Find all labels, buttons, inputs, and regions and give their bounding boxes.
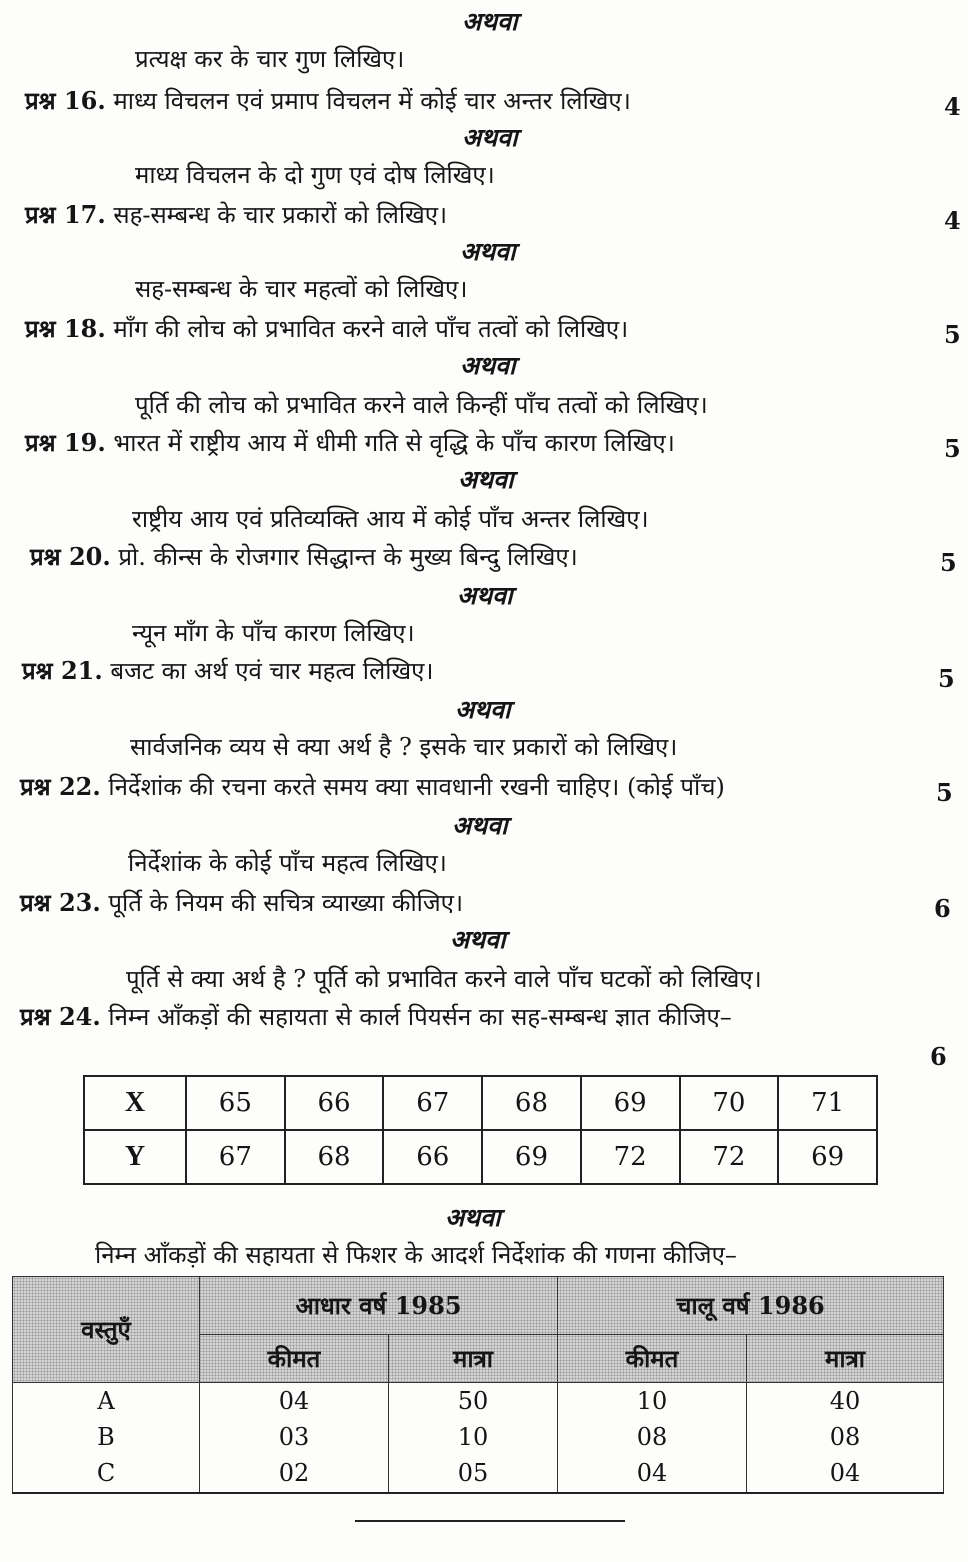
y-value: 67 bbox=[186, 1130, 285, 1184]
or-heading: अथवा bbox=[458, 465, 514, 494]
marks: 5 bbox=[940, 548, 957, 577]
alt-question-16: माध्य विचलन के दो गुण एवं दोष लिखिए। bbox=[135, 161, 495, 189]
question-label: प्रश्न 21. bbox=[22, 656, 103, 685]
marks: 5 bbox=[944, 434, 961, 463]
question-text: निम्न आँकड़ों की सहायता से कार्ल पियर्सन का सह-सम्बन्ध ज्ञात कीजिए– bbox=[108, 1003, 732, 1031]
question-21 bbox=[22, 654, 433, 687]
current-quantity: 08 bbox=[747, 1419, 944, 1455]
current-quantity: 40 bbox=[747, 1383, 944, 1419]
y-value: 69 bbox=[778, 1130, 877, 1184]
question-16 bbox=[25, 84, 631, 117]
alt-question-20: न्यून माँग के पाँच कारण लिखिए। bbox=[132, 619, 415, 647]
question-text: बजट का अर्थ एवं चार महत्व लिखिए। bbox=[110, 657, 434, 685]
current-price: 04 bbox=[558, 1455, 747, 1493]
y-value: 66 bbox=[383, 1130, 482, 1184]
alt-question-19: राष्ट्रीय आय एवं प्रतिव्यक्ति आय में कोई पाँच अन्तर लिखिए। bbox=[132, 505, 649, 533]
alt-question-24: निम्न आँकड़ों की सहायता से फिशर के आदर्श निर्देशांक की गणना कीजिए– bbox=[95, 1241, 737, 1269]
alt-question-21: सार्वजनिक व्यय से क्या अर्थ है ? इसके चार प्रकारों को लिखिए। bbox=[130, 733, 678, 761]
x-value: 67 bbox=[383, 1076, 482, 1130]
base-price: 03 bbox=[200, 1419, 389, 1455]
or-heading: अथवा bbox=[455, 695, 511, 724]
x-value: 66 bbox=[285, 1076, 384, 1130]
question-24 bbox=[20, 1000, 732, 1033]
alt-question-22: निर्देशांक के कोई पाँच महत्व लिखिए। bbox=[128, 849, 447, 877]
question-text: माँग की लोच को प्रभावित करने वाले पाँच तत्वों को लिखिए। bbox=[113, 315, 629, 343]
x-value: 65 bbox=[186, 1076, 285, 1130]
x-row bbox=[84, 1076, 877, 1130]
base-price: 02 bbox=[200, 1455, 389, 1493]
or-heading: अथवा bbox=[460, 351, 516, 380]
question-text: सह-सम्बन्ध के चार प्रकारों को लिखिए। bbox=[113, 201, 448, 229]
or-heading: अथवा bbox=[460, 237, 516, 266]
marks: 4 bbox=[944, 92, 961, 121]
item-name: C bbox=[13, 1455, 200, 1493]
base-price: 04 bbox=[200, 1383, 389, 1419]
question-19 bbox=[25, 426, 675, 459]
or-heading: अथवा bbox=[462, 7, 518, 36]
base-price-header: कीमत bbox=[200, 1335, 389, 1383]
marks: 6 bbox=[930, 1042, 947, 1071]
current-price-header: कीमत bbox=[558, 1335, 747, 1383]
x-value: 71 bbox=[778, 1076, 877, 1130]
base-year-header: आधार वर्ष 1985 bbox=[200, 1277, 558, 1335]
question-17 bbox=[25, 198, 447, 231]
question-label: प्रश्न 17. bbox=[25, 200, 106, 229]
x-value: 68 bbox=[482, 1076, 581, 1130]
alt-question-18: पूर्ति की लोच को प्रभावित करने वाले किन्हीं पाँच तत्वों को लिखिए। bbox=[135, 391, 708, 419]
question-label: प्रश्न 16. bbox=[25, 86, 106, 115]
current-price: 08 bbox=[558, 1419, 747, 1455]
current-quantity-header: मात्रा bbox=[747, 1335, 944, 1383]
marks: 6 bbox=[934, 894, 951, 923]
alt-question-15: प्रत्यक्ष कर के चार गुण लिखिए। bbox=[135, 45, 405, 73]
item-name: B bbox=[13, 1419, 200, 1455]
fisher-index-table bbox=[12, 1276, 944, 1494]
question-text: भारत में राष्ट्रीय आय में धीमी गति से वृद्धि के पाँच कारण लिखिए। bbox=[113, 429, 675, 457]
current-price: 10 bbox=[558, 1383, 747, 1419]
item-name: A bbox=[13, 1383, 200, 1419]
x-label: X bbox=[84, 1076, 186, 1130]
question-text: माध्य विचलन एवं प्रमाप विचलन में कोई चार अन्तर लिखिए। bbox=[113, 87, 631, 115]
y-value: 68 bbox=[285, 1130, 384, 1184]
alt-question-17: सह-सम्बन्ध के चार महत्वों को लिखिए। bbox=[135, 275, 468, 303]
question-label: प्रश्न 22. bbox=[20, 772, 101, 801]
question-label: प्रश्न 20. bbox=[30, 542, 111, 571]
alt-question-23: पूर्ति से क्या अर्थ है ? पूर्ति को प्रभावित करने वाले पाँच घटकों को लिखिए। bbox=[126, 965, 762, 993]
question-22 bbox=[20, 770, 725, 803]
question-label: प्रश्न 18. bbox=[25, 314, 106, 343]
base-quantity: 10 bbox=[389, 1419, 558, 1455]
table-row bbox=[13, 1383, 944, 1419]
base-quantity: 05 bbox=[389, 1455, 558, 1493]
base-quantity: 50 bbox=[389, 1383, 558, 1419]
question-label: प्रश्न 19. bbox=[25, 428, 106, 457]
or-heading: अथवा bbox=[452, 811, 508, 840]
current-quantity: 04 bbox=[747, 1455, 944, 1493]
y-label: Y bbox=[84, 1130, 186, 1184]
or-heading: अथवा bbox=[445, 1203, 501, 1232]
marks: 5 bbox=[944, 320, 961, 349]
or-heading: अथवा bbox=[462, 123, 518, 152]
base-quantity-header: मात्रा bbox=[389, 1335, 558, 1383]
marks: 5 bbox=[936, 778, 953, 807]
question-text: पूर्ति के नियम की सचित्र व्याख्या कीजिए। bbox=[108, 889, 464, 917]
y-value: 69 bbox=[482, 1130, 581, 1184]
end-divider bbox=[355, 1520, 625, 1522]
question-20 bbox=[30, 540, 578, 573]
question-18 bbox=[25, 312, 628, 345]
table-row bbox=[13, 1455, 944, 1493]
question-label: प्रश्न 24. bbox=[20, 1002, 101, 1031]
correlation-data-table bbox=[83, 1075, 878, 1185]
current-year-header: चालू वर्ष 1986 bbox=[558, 1277, 944, 1335]
or-heading: अथवा bbox=[450, 925, 506, 954]
marks: 5 bbox=[938, 664, 955, 693]
y-row bbox=[84, 1130, 877, 1184]
or-heading: अथवा bbox=[457, 581, 513, 610]
question-23 bbox=[20, 886, 463, 919]
marks: 4 bbox=[944, 206, 961, 235]
question-text: निर्देशांक की रचना करते समय क्या सावधानी रखनी चाहिए। (कोई पाँच) bbox=[108, 773, 725, 801]
items-header: वस्तुएँ bbox=[13, 1277, 200, 1383]
table-row bbox=[13, 1419, 944, 1455]
question-text: प्रो. कीन्स के रोजगार सिद्धान्त के मुख्य बिन्दु लिखिए। bbox=[118, 543, 578, 571]
y-value: 72 bbox=[680, 1130, 779, 1184]
y-value: 72 bbox=[581, 1130, 680, 1184]
x-value: 69 bbox=[581, 1076, 680, 1130]
question-label: प्रश्न 23. bbox=[20, 888, 101, 917]
x-value: 70 bbox=[680, 1076, 779, 1130]
